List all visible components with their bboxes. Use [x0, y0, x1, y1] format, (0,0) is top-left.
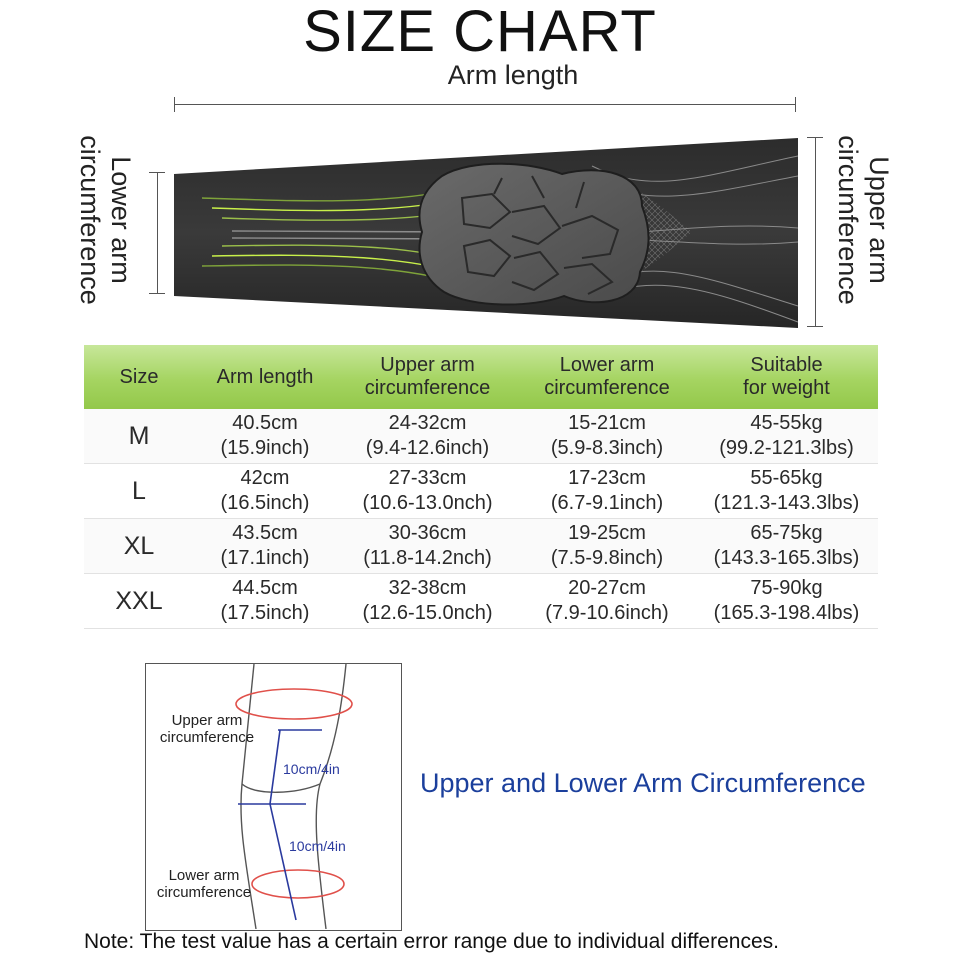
header-lower-line-1: Lower arm: [559, 354, 655, 376]
header-weight-line-2: for weight: [743, 377, 830, 399]
cell-weight: 65-75kg (143.3-165.3lbs): [695, 519, 878, 574]
lower-measure-label: 10cm/4in: [289, 838, 346, 854]
table-header-row: [84, 345, 878, 409]
lower-tick-top: [149, 172, 165, 173]
cell-arm-length: 40.5cm (15.9inch): [194, 409, 336, 464]
header-arm-length: [194, 345, 336, 409]
header-lower-arm: [519, 345, 695, 409]
cell-upper: 27-33cm (10.6-13.0nch): [336, 464, 519, 519]
header-upper-line-1: Upper arm: [380, 354, 475, 376]
table-row: [84, 574, 878, 629]
cell-weight: 55-65kg (121.3-143.3lbs): [695, 464, 878, 519]
table-row: [84, 519, 878, 574]
header-upper-arm: [336, 345, 519, 409]
cell-size: M: [84, 409, 194, 464]
cell-upper: 30-36cm (11.8-14.2nch): [336, 519, 519, 574]
cell-upper: 24-32cm (9.4-12.6inch): [336, 409, 519, 464]
upper-tick-top: [807, 137, 823, 138]
arm-sleeve-image: [172, 136, 798, 330]
diagram-lower-label: Lower arm circumference: [156, 867, 252, 901]
header-weight: [695, 345, 878, 409]
header-lower-line-2: circumference: [544, 377, 670, 399]
lower-label-line-1: Lower arm: [106, 156, 136, 284]
upper-arm-circumference-label: [830, 120, 894, 320]
arm-length-dimension-line: [174, 104, 796, 105]
disclaimer-note: Note: The test value has a certain error range due to individual differences.: [84, 930, 779, 953]
cell-lower: 15-21cm (5.9-8.3inch): [519, 409, 695, 464]
cell-lower: 20-27cm (7.9-10.6inch): [519, 574, 695, 629]
header-size-text: Size: [119, 365, 159, 388]
header-arm-length-text: Arm length: [216, 365, 314, 388]
cell-size: L: [84, 464, 194, 519]
lower-tick-bottom: [149, 293, 165, 294]
cell-arm-length: 42cm (16.5inch): [194, 464, 336, 519]
cell-arm-length: 43.5cm (17.1inch): [194, 519, 336, 574]
arm-length-label: Arm length: [447, 60, 579, 90]
size-chart-table: [84, 345, 878, 629]
header-size: [84, 345, 194, 409]
cell-size: XXL: [84, 574, 194, 629]
upper-dimension-line: [815, 137, 816, 327]
arm-length-tick-left: [174, 97, 175, 112]
cell-lower: 17-23cm (6.7-9.1inch): [519, 464, 695, 519]
diagram-upper-label: Upper arm circumference: [159, 712, 255, 746]
upper-label-line-1: Upper arm: [864, 156, 894, 284]
header-weight-line-1: Suitable: [750, 354, 823, 376]
upper-label-line-2: circumference: [833, 135, 863, 305]
circumference-caption: Upper and Lower Arm Circumference: [420, 768, 866, 798]
lower-dimension-line: [157, 172, 158, 294]
cell-arm-length: 44.5cm (17.5inch): [194, 574, 336, 629]
upper-measure-label: 10cm/4in: [283, 761, 340, 777]
cell-size: XL: [84, 519, 194, 574]
cell-upper: 32-38cm (12.6-15.0nch): [336, 574, 519, 629]
cell-lower: 19-25cm (7.5-9.8inch): [519, 519, 695, 574]
lower-ring: [252, 870, 344, 898]
measurement-diagram: [145, 663, 402, 931]
lower-label-line-2: circumference: [75, 135, 105, 305]
cell-weight: 75-90kg (165.3-198.4lbs): [695, 574, 878, 629]
lower-arm-circumference-label: [72, 122, 136, 318]
table-row: [84, 409, 878, 464]
upper-tick-bottom: [807, 326, 823, 327]
table-row: [84, 464, 878, 519]
page-title: SIZE CHART: [303, 0, 657, 64]
arm-length-tick-right: [795, 97, 796, 112]
cell-weight: 45-55kg (99.2-121.3lbs): [695, 409, 878, 464]
header-upper-line-2: circumference: [364, 377, 491, 399]
